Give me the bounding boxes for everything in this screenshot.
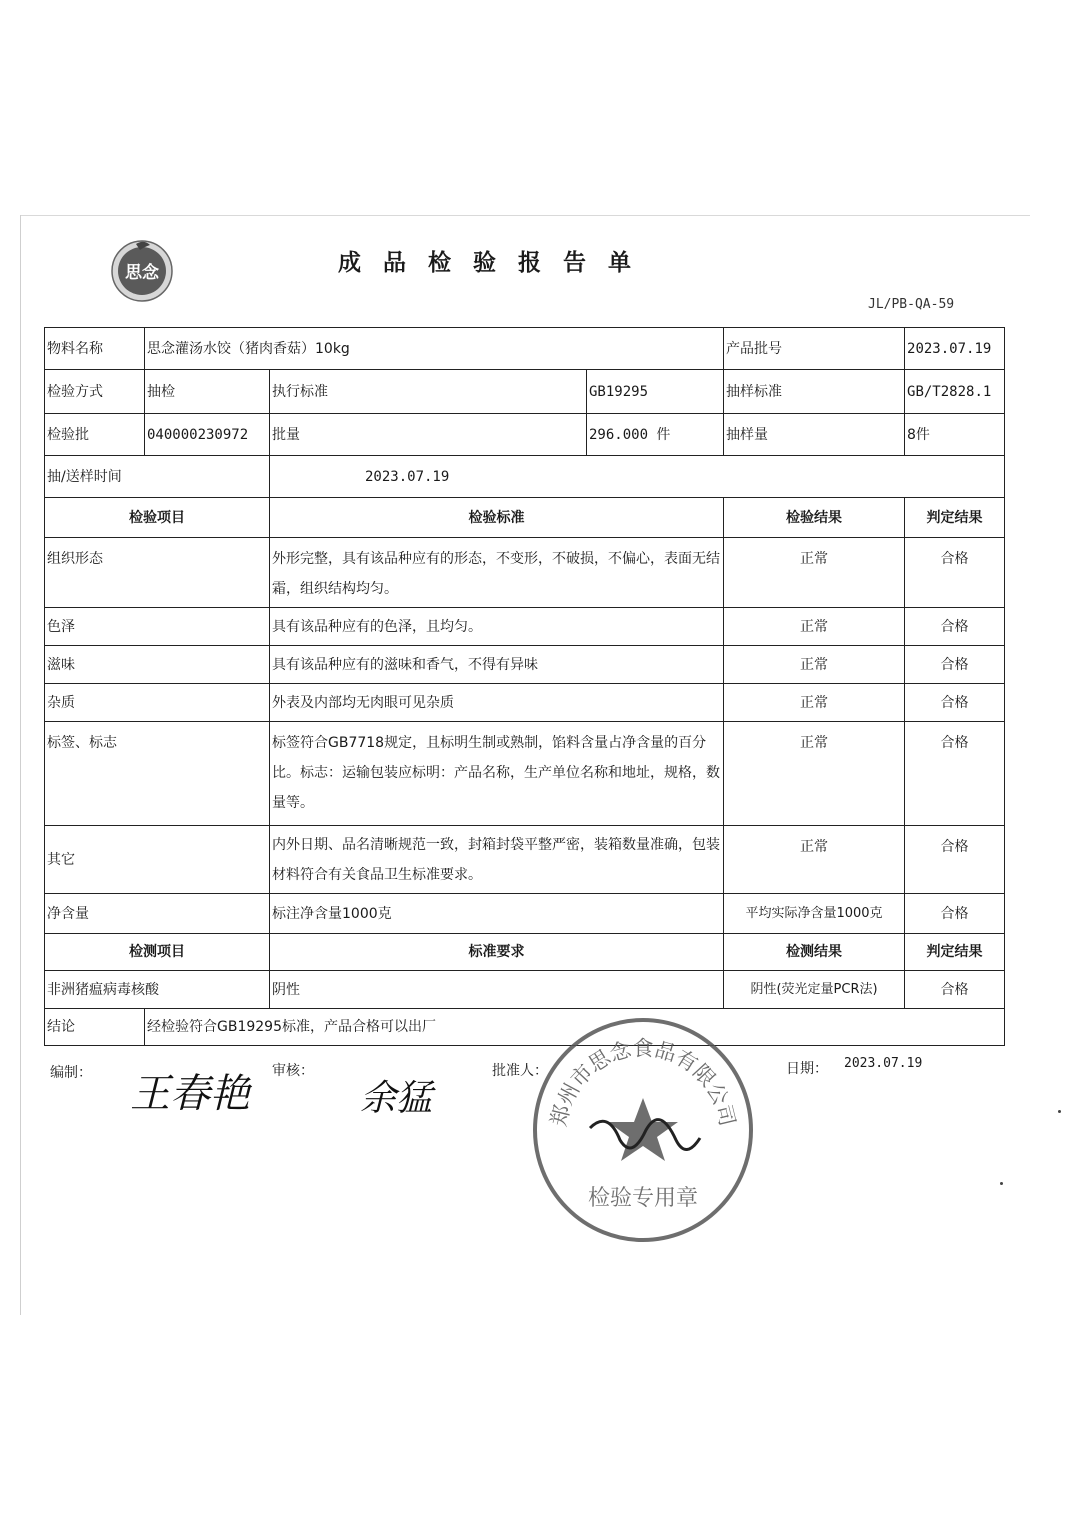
conclusion-label: 结论 [45,1009,145,1046]
inspection-verdict: 合格 [905,722,1005,826]
material-value: 思念灌汤水饺（猪肉香菇）10kg [145,328,724,370]
inspection-item: 其它 [45,826,270,894]
conclusion-row [45,1009,1005,1046]
inspection-header-result: 检验结果 [724,498,905,538]
inspection-result: 平均实际净含量1000克 [724,894,905,934]
inspection-verdict: 合格 [905,538,1005,608]
inspection-row [45,722,1005,826]
reviewed-label: 审核： [272,1063,314,1079]
sample-size-value: 8件 [905,414,1005,456]
material-label: 物料名称 [45,328,145,370]
conclusion-value: 经检验符合GB19295标准，产品合格可以出厂 [145,1009,1005,1046]
date-value: 2023.07.19 [844,1056,923,1071]
lot-value: 040000230972 [145,414,270,456]
inspection-result: 正常 [724,684,905,722]
inspection-item: 滋味 [45,646,270,684]
inspection-header-row [45,498,1005,538]
testing-verdict: 合格 [905,971,1005,1009]
company-logo [110,238,174,302]
inspection-item: 净含量 [45,894,270,934]
inspection-item: 色泽 [45,608,270,646]
form-code: JL/PB-QA-59 [868,297,955,312]
testing-header-result: 检测结果 [724,934,905,971]
inspection-row [45,538,1005,608]
inspection-verdict: 合格 [905,684,1005,722]
inspection-result: 正常 [724,538,905,608]
standard-value: GB19295 [587,370,724,414]
scan-edge-top [20,215,1030,216]
testing-header-standard: 标准要求 [270,934,724,971]
testing-header-item: 检测项目 [45,934,270,971]
inspection-verdict: 合格 [905,646,1005,684]
star-icon [608,1098,678,1161]
scan-speck [1058,1110,1061,1113]
inspection-item: 标签、标志 [45,722,270,826]
testing-standard: 阴性 [270,971,724,1009]
prepared-signature: 王春艳 [130,1071,250,1117]
scan-speck [1000,1182,1003,1185]
lot-label: 检验批 [45,414,145,456]
inspection-item: 杂质 [45,684,270,722]
inspection-standard: 外表及内部均无肉眼可见杂质 [270,684,724,722]
inspection-result: 正常 [724,722,905,826]
testing-header-verdict: 判定结果 [905,934,1005,971]
inspection-report-table [44,327,1005,1046]
testing-result: 阴性(荧光定量PCR法) [724,971,905,1009]
sample-size-label: 抽样量 [724,414,905,456]
sampling-std-label: 抽样标准 [724,370,905,414]
approved-label: 批准人： [492,1063,548,1079]
inspection-row [45,894,1005,934]
sample-time-value: 2023.07.19 [270,456,1005,498]
date-label: 日期： [786,1061,828,1077]
lot-row [45,414,1005,456]
method-value: 抽检 [145,370,270,414]
method-label: 检验方式 [45,370,145,414]
inspection-row [45,684,1005,722]
material-row [45,328,1005,370]
inspection-row [45,826,1005,894]
inspection-stamp [528,1010,758,1250]
inspection-result: 正常 [724,646,905,684]
inspection-item: 组织形态 [45,538,270,608]
method-row [45,370,1005,414]
standard-label: 执行标准 [270,370,587,414]
inspection-standard: 标签符合GB7718规定，且标明生制或熟制，馅料含量占净含量的百分比。标志：运输包装应标明：产品名称，生产单位名称和地址，规格，数量等。 [270,722,724,826]
inspection-result: 正常 [724,608,905,646]
inspection-verdict: 合格 [905,608,1005,646]
inspection-header-verdict: 判定结果 [905,498,1005,538]
sample-time-label: 抽/送样时间 [45,456,270,498]
inspection-verdict: 合格 [905,894,1005,934]
batch-value: 2023.07.19 [905,328,1005,370]
scan-edge-left [20,215,21,1315]
batch-label: 产品批号 [724,328,905,370]
testing-item: 非洲猪瘟病毒核酸 [45,971,270,1009]
inspection-verdict: 合格 [905,826,1005,894]
report-title: 成品检验报告单 [338,249,653,276]
stamp-ring-text: 郑州市思念食品有限公司 [546,1036,740,1129]
testing-header-row [45,934,1005,971]
reviewed-signature: 余猛 [360,1078,433,1119]
sample-time-row [45,456,1005,498]
inspection-result: 正常 [724,826,905,894]
inspection-standard: 内外日期、品名清晰规范一致，封箱封袋平整严密，装箱数量准确，包装材料符合有关食品卫生标准要求。 [270,826,724,894]
lot-size-value: 296.000 件 [587,414,724,456]
inspection-standard: 标注净含量1000克 [270,894,724,934]
testing-row [45,971,1005,1009]
inspection-header-standard: 检验标准 [270,498,724,538]
sampling-std-value: GB/T2828.1 [905,370,1005,414]
inspection-header-item: 检验项目 [45,498,270,538]
stamp-center-text: 检验专用章 [587,1186,699,1211]
svg-text:思念: 思念 [125,263,159,283]
inspection-standard: 具有该品种应有的滋味和香气，不得有异味 [270,646,724,684]
prepared-label: 编制： [50,1065,92,1081]
inspection-row [45,646,1005,684]
inspection-standard: 外形完整，具有该品种应有的形态，不变形，不破损，不偏心，表面无结霜，组织结构均匀。 [270,538,724,608]
inspection-standard: 具有该品种应有的色泽，且均匀。 [270,608,724,646]
inspection-row [45,608,1005,646]
lot-size-label: 批量 [270,414,587,456]
